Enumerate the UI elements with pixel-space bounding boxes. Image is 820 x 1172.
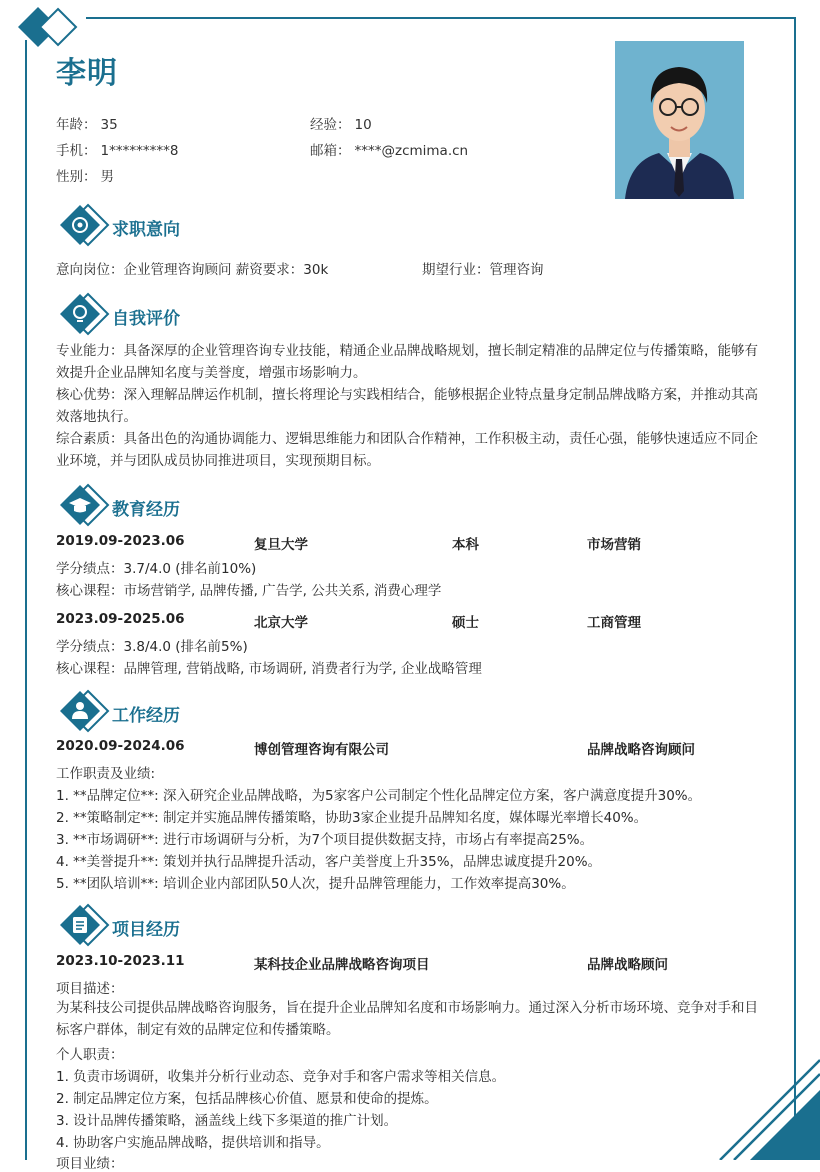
- intent-industry: 期望行业：管理咨询: [422, 262, 544, 278]
- education-degree: 硕士: [452, 615, 479, 631]
- work-company: 博创管理咨询有限公司: [254, 742, 389, 758]
- candidate-name: 李明: [56, 56, 118, 91]
- gender-info: [56, 165, 114, 185]
- bulb-icon: [58, 292, 110, 336]
- project-date: 2023.10-2023.11: [56, 953, 185, 969]
- email-info: [310, 139, 468, 159]
- gender-label: 性别：: [56, 169, 97, 185]
- self-eval-paragraph-2: 核心优势：深入理解品牌运作机制，擅长将理论与实践相结合，能够根据企业特点量身定制品牌战略方案，并推动其高效落地执行。: [56, 387, 758, 425]
- age-info: [56, 113, 118, 133]
- project-results-label: 项目业绩：: [56, 1156, 124, 1172]
- education-section-title: 教育经历: [112, 500, 180, 520]
- education-gpa: 学分绩点：3.7/4.0 (排名前10%): [56, 561, 257, 577]
- corner-diamond-ornament: [8, 4, 88, 50]
- experience-info: [310, 113, 372, 133]
- self-eval-section-title: 自我评价: [112, 309, 180, 329]
- education-degree: 本科: [452, 537, 479, 553]
- project-description: 为某科技公司提供品牌战略咨询服务，旨在提升企业品牌知名度和市场影响力。通过深入分析市场环境、竞争对手和目标客户群体，制定有效的品牌定位和传播策略。: [56, 1000, 758, 1038]
- experience-label: 经验：: [310, 117, 351, 133]
- project-row: [56, 953, 768, 973]
- target-icon: [58, 203, 110, 247]
- project-duty-item: 3. 设计品牌传播策略，涵盖线上线下多渠道的推广计划。: [56, 1113, 398, 1129]
- project-duty-item: 2. 制定品牌定位方案，包括品牌核心价值、愿景和使命的提炼。: [56, 1091, 438, 1107]
- work-duty-item: 5. **团队培训**: 培训企业内部团队50人次，提升品牌管理能力，工作效率提高30%。: [56, 876, 575, 892]
- project-duty-label: 个人职责：: [56, 1047, 124, 1063]
- age-label: 年龄：: [56, 117, 97, 133]
- education-date: 2023.09-2025.06: [56, 611, 185, 627]
- work-row: [56, 738, 768, 758]
- education-major: 市场营销: [587, 537, 641, 553]
- project-duty-item: 1. 负责市场调研，收集并分析行业动态、竞争对手和客户需求等相关信息。: [56, 1069, 506, 1085]
- work-duty-item: 2. **策略制定**: 制定并实施品牌传播策略，协助3家企业提升品牌知名度，媒体曝光率增长40%。: [56, 810, 648, 826]
- project-name: 某科技企业品牌战略咨询项目: [254, 957, 430, 973]
- work-duty-item: 3. **市场调研**: 进行市场调研与分析，为7个项目提供数据支持，市场占有率提高25%。: [56, 832, 594, 848]
- education-row-2: [56, 611, 768, 631]
- education-courses: 核心课程：品牌管理, 营销战略, 市场调研, 消费者行为学, 企业战略管理: [56, 661, 482, 677]
- education-school: 北京大学: [254, 615, 308, 631]
- gender-value: 男: [100, 169, 114, 185]
- education-school: 复旦大学: [254, 537, 308, 553]
- profile-photo: [615, 41, 744, 199]
- education-courses: 核心课程：市场营销学, 品牌传播, 广告学, 公共关系, 消费心理学: [56, 583, 442, 599]
- intent-position-salary: 意向岗位：企业管理咨询顾问 薪资要求：30k: [56, 262, 329, 278]
- age-value: 35: [100, 117, 118, 133]
- intent-section-title: 求职意向: [112, 220, 180, 240]
- phone-label: 手机：: [56, 143, 97, 159]
- work-section-title: 工作经历: [112, 706, 180, 726]
- work-date: 2020.09-2024.06: [56, 738, 185, 754]
- corner-stripe-ornament: [710, 1050, 820, 1160]
- work-duty-item: 4. **美誉提升**: 策划并执行品牌提升活动，客户美誉度上升35%，品牌忠诚度提升20%。: [56, 854, 602, 870]
- self-eval-paragraph-3: 综合素质：具备出色的沟通协调能力、逻辑思维能力和团队合作精神，工作积极主动，责任心强，能够快速适应不同企业环境，并与团队成员协同推进项目，实现预期目标。: [56, 431, 758, 469]
- frame-right-border: [794, 17, 796, 1160]
- work-role: 品牌战略咨询顾问: [587, 742, 695, 758]
- person-icon: [58, 689, 110, 733]
- phone-info: [56, 139, 178, 159]
- education-date: 2019.09-2023.06: [56, 533, 185, 549]
- work-duty-label: 工作职责及业绩:: [56, 766, 156, 782]
- email-value: ****@zcmima.cn: [354, 143, 469, 159]
- phone-value: 1*********8: [100, 143, 179, 159]
- email-label: 邮箱：: [310, 143, 351, 159]
- project-desc-label: 项目描述：: [56, 981, 124, 997]
- self-eval-paragraph-1: 专业能力：具备深厚的企业管理咨询专业技能，精通企业品牌战略规划，擅长制定精准的品牌定位与传播策略，能够有效提升企业品牌知名度与美誉度，增强市场影响力。: [56, 343, 758, 381]
- education-major: 工商管理: [587, 615, 641, 631]
- project-section-title: 项目经历: [112, 920, 180, 940]
- education-gpa: 学分绩点：3.8/4.0 (排名前5%): [56, 639, 248, 655]
- project-duty-item: 4. 协助客户实施品牌战略，提供培训和指导。: [56, 1135, 330, 1151]
- document-list-icon: [58, 903, 110, 947]
- project-role: 品牌战略顾问: [587, 957, 668, 973]
- work-duty-item: 1. **品牌定位**: 深入研究企业品牌战略，为5家客户公司制定个性化品牌定位方案，客户满意度提升30%。: [56, 788, 702, 804]
- frame-top-border: [86, 17, 796, 19]
- education-row-1: [56, 533, 768, 553]
- experience-value: 10: [354, 117, 372, 133]
- frame-left-border: [25, 40, 27, 1160]
- graduation-cap-icon: [58, 483, 110, 527]
